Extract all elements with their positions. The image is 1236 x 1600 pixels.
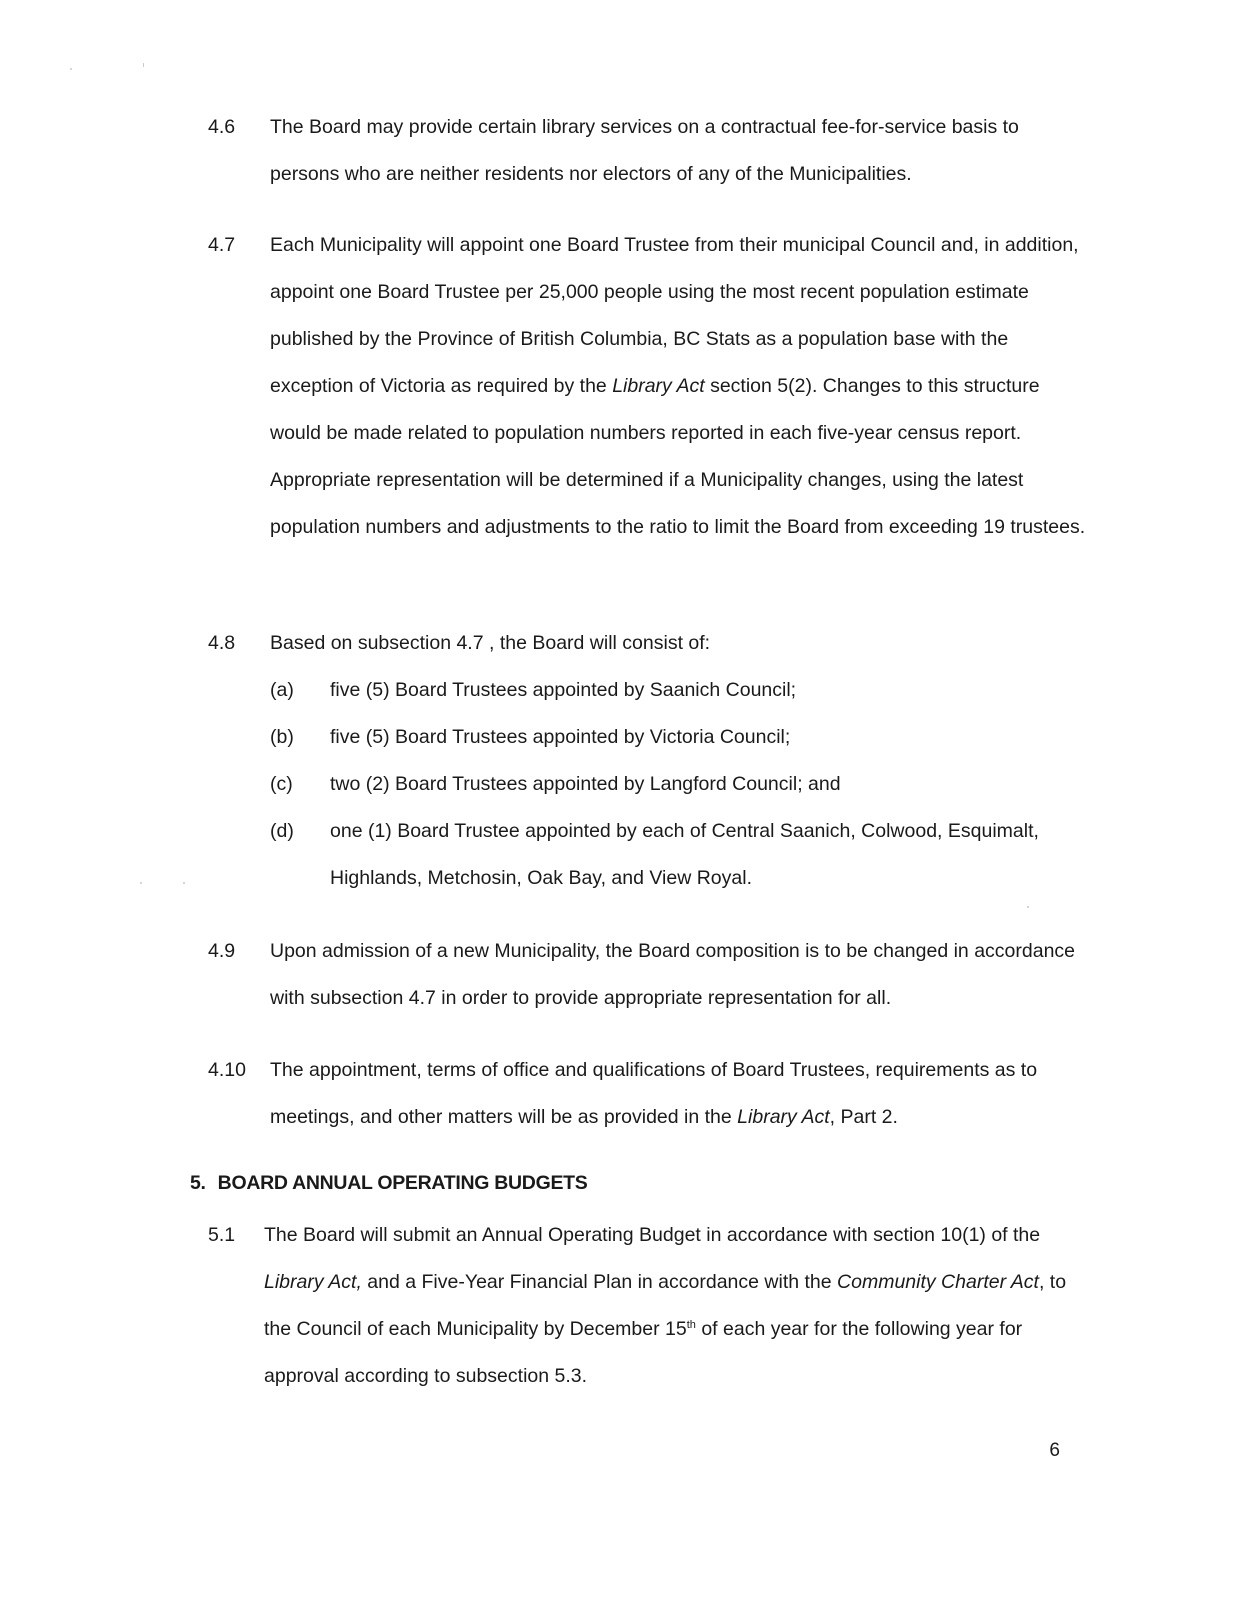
scan-speck	[1027, 906, 1029, 908]
clause-number: 4.7	[208, 234, 236, 256]
clause-text	[270, 1047, 1088, 1141]
clause-text	[270, 222, 1088, 551]
act-reference: Library Act	[612, 375, 705, 397]
scan-speck	[183, 882, 185, 884]
section-title: BOARD ANNUAL OPERATING BUDGETS	[217, 1172, 588, 1194]
list-item-text: one (1) Board Trustee appointed by each of Central Saanich, Colwood, Esquimalt, Highlands, Metchosin, Oak Bay, and View Royal.	[330, 820, 1039, 889]
clause-number: 4.9	[208, 940, 236, 962]
list-item-letter: (b)	[270, 726, 294, 748]
act-reference: Library Act	[737, 1106, 830, 1128]
scan-speck	[140, 882, 142, 884]
clause-4-10	[208, 1047, 1088, 1141]
clause-5-1	[208, 1212, 1088, 1400]
clause-4-6	[208, 104, 1088, 198]
page-number: 6	[1049, 1440, 1060, 1461]
list-item-letter: (d)	[270, 820, 294, 842]
scan-speck	[70, 68, 72, 70]
list-item-text: five (5) Board Trustees appointed by Victoria Council;	[330, 726, 791, 748]
list-item-letter: (c)	[270, 773, 293, 795]
list-item-text: five (5) Board Trustees appointed by Saanich Council;	[330, 679, 797, 701]
ordinal-suffix: th	[686, 1319, 696, 1331]
section-number: 5.	[190, 1172, 206, 1194]
clause-number: 5.1	[208, 1224, 236, 1246]
clause-number: 4.8	[208, 632, 236, 654]
section-heading	[190, 1172, 588, 1195]
clause-number: 4.10	[208, 1059, 246, 1081]
list-item	[270, 808, 1088, 902]
clause-4-7	[208, 222, 1088, 551]
clause-text: Upon admission of a new Municipality, the Board composition is to be changed in accordance with subsection 4.7 in order to provide appropriate representation for all.	[270, 940, 1076, 1009]
clause-text: The Board may provide certain library services on a contractual fee-for-service basis to persons who are neither residents nor electors of any of the Municipalities.	[270, 116, 1019, 185]
clause-text	[264, 1212, 1088, 1400]
clause-text-part: and a Five-Year Financial Plan in accordance with the	[361, 1271, 838, 1293]
clause-text: Based on subsection 4.7 , the Board will consist of:	[270, 632, 711, 654]
clause-text-part: , to the Council of each Municipality by December 15	[264, 1271, 1067, 1340]
act-reference: Community Charter Act	[837, 1271, 1039, 1293]
list-item	[270, 667, 1088, 714]
list-item	[270, 714, 1088, 761]
list-item	[270, 761, 1088, 808]
clause-text-part: section 5(2). Changes to this structure would be made related to population numbers reported in each five-year census report. Appropriate representation will be determined if a Municipality changes, using the latest population numbers and adjustments to the ratio to limit the Board from exceeding 19 trustees.	[270, 375, 1086, 538]
clause-number: 4.6	[208, 116, 236, 138]
list-item-letter: (a)	[270, 679, 294, 701]
clause-text-part: , Part 2.	[829, 1106, 898, 1128]
clause-text-part: of each year for the following year for approval according to subsection 5.3.	[264, 1318, 1023, 1387]
clause-4-9	[208, 928, 1088, 1022]
act-reference: Library Act,	[264, 1271, 362, 1293]
clause-text-part: The Board will submit an Annual Operating Budget in accordance with section 10(1) of the	[264, 1224, 1041, 1246]
scan-speck	[143, 63, 144, 67]
clause-text-part: The appointment, terms of office and qualifications of Board Trustees, requirements as to meetings, and other matters will be as provided in the	[270, 1059, 1038, 1128]
clause-text-part: Each Municipality will appoint one Board Trustee from their municipal Council and, in addition, appoint one Board Trustee per 25,000 people using the most recent population estimate published by the Province of British Columbia, BC Stats as a population base with the exception of Victoria as required by the	[270, 234, 1079, 397]
list-item-text: two (2) Board Trustees appointed by Langford Council; and	[330, 773, 841, 795]
clause-4-8	[208, 620, 1088, 902]
